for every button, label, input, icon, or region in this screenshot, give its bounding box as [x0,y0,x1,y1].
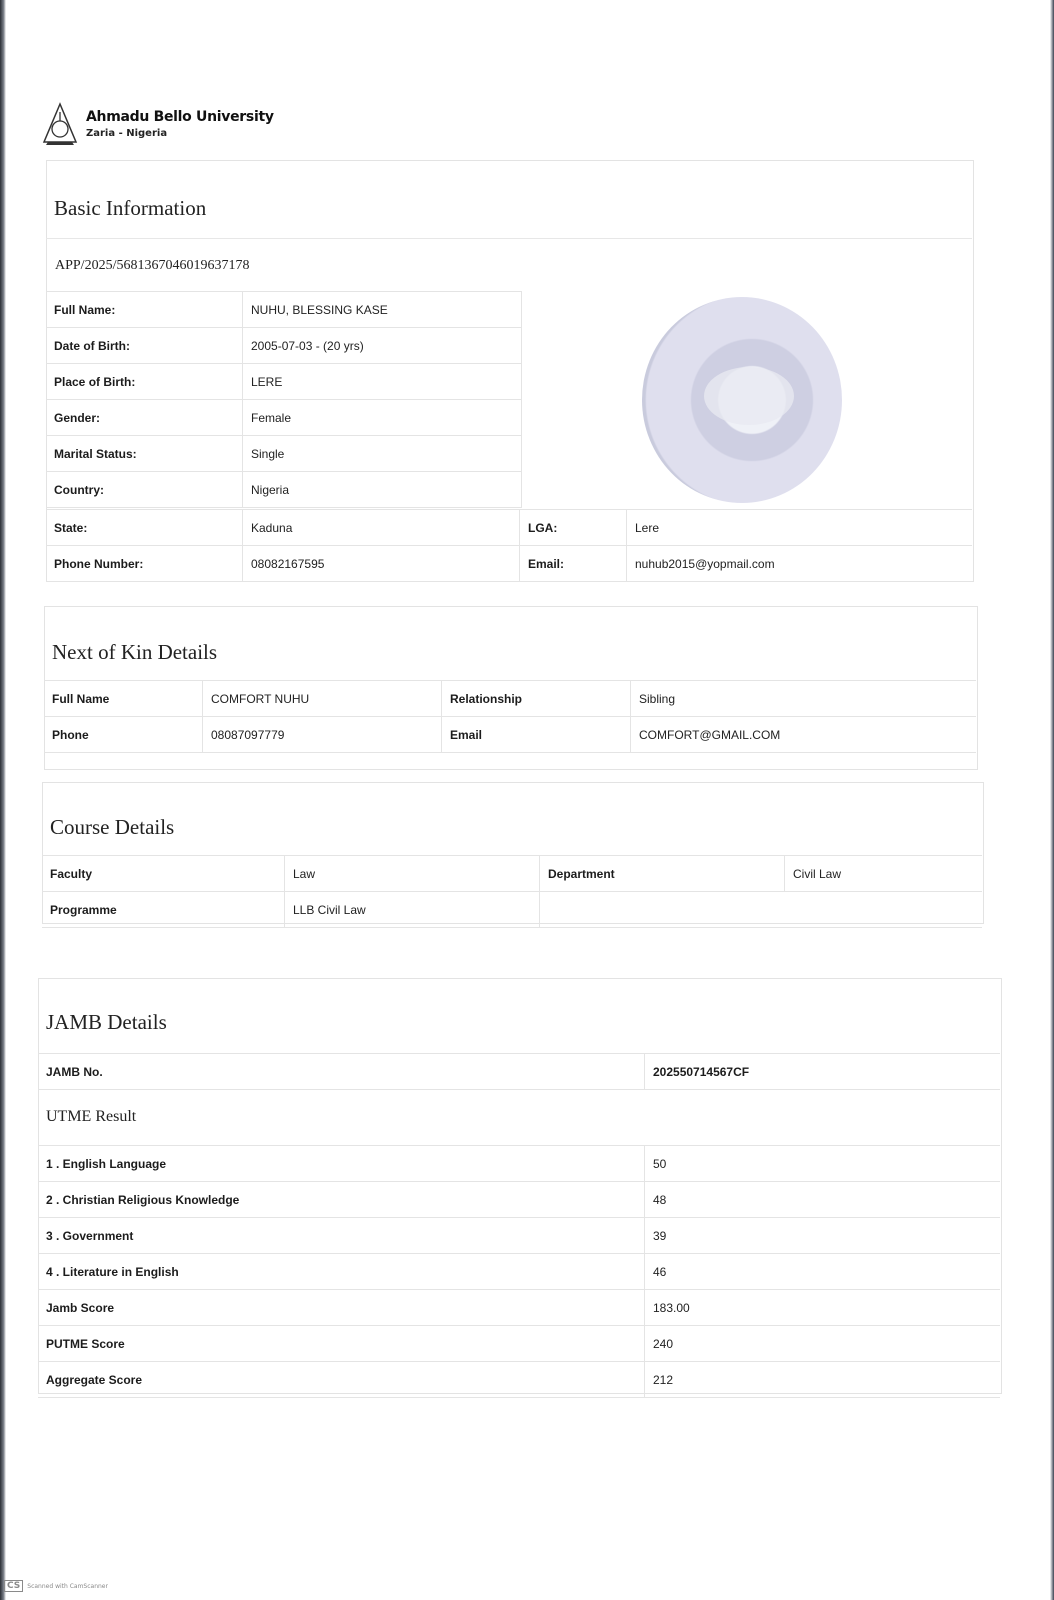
field-label: LGA: [520,510,627,546]
subject-label: 1 . English Language [38,1146,645,1182]
empty-cell [785,892,983,928]
table-row [38,1254,1000,1290]
utme-result-table [38,1145,1000,1398]
application-number: APP/2025/5681367046019637178 [55,258,250,273]
course-details-table [42,855,982,928]
subject-score: 48 [645,1182,1001,1218]
table-row [46,364,522,400]
subject-score: 46 [645,1254,1001,1290]
gender-value: Female [243,400,523,436]
subject-label: 4 . Literature in English [38,1254,645,1290]
scanner-caption: Scanned with CamScanner [27,1582,108,1590]
jamb-number-table [38,1053,1000,1090]
field-label: Faculty [42,856,285,892]
subject-score: 39 [645,1218,1001,1254]
jamb-number-value: 202550714567CF [645,1054,1001,1090]
field-label: Phone Number: [46,546,243,582]
phone-value: 08082167595 [243,546,520,582]
basic-info-table [46,291,522,508]
table-row [38,1054,1000,1090]
subject-label: 3 . Government [38,1218,645,1254]
country-value: Nigeria [243,472,523,508]
table-row [38,1362,1000,1398]
table-row [46,546,972,582]
scan-edge-left [0,0,6,1600]
basic-information-title: Basic Information [54,196,207,220]
next-of-kin-title: Next of Kin Details [52,640,218,664]
photo-cell [521,291,973,507]
table-row [38,1182,1000,1218]
total-label: Jamb Score [38,1290,645,1326]
table-row [46,400,522,436]
contact-table [46,509,972,582]
field-label: Full Name: [46,292,243,328]
total-label: Aggregate Score [38,1362,645,1398]
scanner-badge: CS [4,1580,23,1592]
table-row [46,436,522,472]
table-row [46,328,522,364]
table-row [42,856,982,892]
field-label: Relationship [442,681,631,717]
applicant-photo [642,297,842,503]
field-label: Gender: [46,400,243,436]
table-row [44,717,976,753]
field-label: Full Name [44,681,203,717]
kin-phone-value: 08087097779 [203,717,442,753]
date-of-birth-value: 2005-07-03 - (20 yrs) [243,328,523,364]
state-value: Kaduna [243,510,520,546]
field-label: Date of Birth: [46,328,243,364]
field-label: Country: [46,472,243,508]
department-value: Civil Law [785,856,983,892]
kin-relationship-value: Sibling [631,681,977,717]
field-label: Email [442,717,631,753]
faculty-value: Law [285,856,540,892]
table-row [38,1326,1000,1362]
scanner-watermark [4,1580,108,1592]
email-value: nuhub2015@yopmail.com [627,546,973,582]
empty-cell [540,892,785,928]
field-label: Marital Status: [46,436,243,472]
subject-score: 50 [645,1146,1001,1182]
table-row [46,472,522,508]
field-label: Phone [44,717,203,753]
total-label: PUTME Score [38,1326,645,1362]
table-row [46,510,972,546]
table-row [38,1290,1000,1326]
place-of-birth-value: LERE [243,364,523,400]
lga-value: Lere [627,510,973,546]
university-name: Ahmadu Bello University [86,109,274,125]
field-label: Programme [42,892,285,928]
putme-score-value: 240 [645,1326,1001,1362]
field-label: JAMB No. [38,1054,645,1090]
jamb-score-value: 183.00 [645,1290,1001,1326]
photo-highlight [704,367,794,425]
scan-edge-right [1050,0,1054,1600]
jamb-details-title: JAMB Details [46,1010,167,1034]
field-label: Department [540,856,785,892]
aggregate-score-value: 212 [645,1362,1001,1398]
field-label: Place of Birth: [46,364,243,400]
table-row [38,1218,1000,1254]
subject-label: 2 . Christian Religious Knowledge [38,1182,645,1218]
university-location: Zaria - Nigeria [86,128,168,139]
utme-result-title: UTME Result [46,1108,137,1125]
next-of-kin-table [44,680,976,753]
programme-value: LLB Civil Law [285,892,540,928]
full-name-value: NUHU, BLESSING KASE [243,292,523,328]
table-row [42,892,982,928]
field-label: State: [46,510,243,546]
kin-email-value: COMFORT@GMAIL.COM [631,717,977,753]
table-row [46,292,522,328]
table-row [38,1146,1000,1182]
university-logo-icon [42,102,78,146]
marital-status-value: Single [243,436,523,472]
university-header [42,102,274,146]
kin-full-name-value: COMFORT NUHU [203,681,442,717]
table-row [44,681,976,717]
field-label: Email: [520,546,627,582]
divider [46,238,972,239]
course-details-title: Course Details [50,815,175,839]
